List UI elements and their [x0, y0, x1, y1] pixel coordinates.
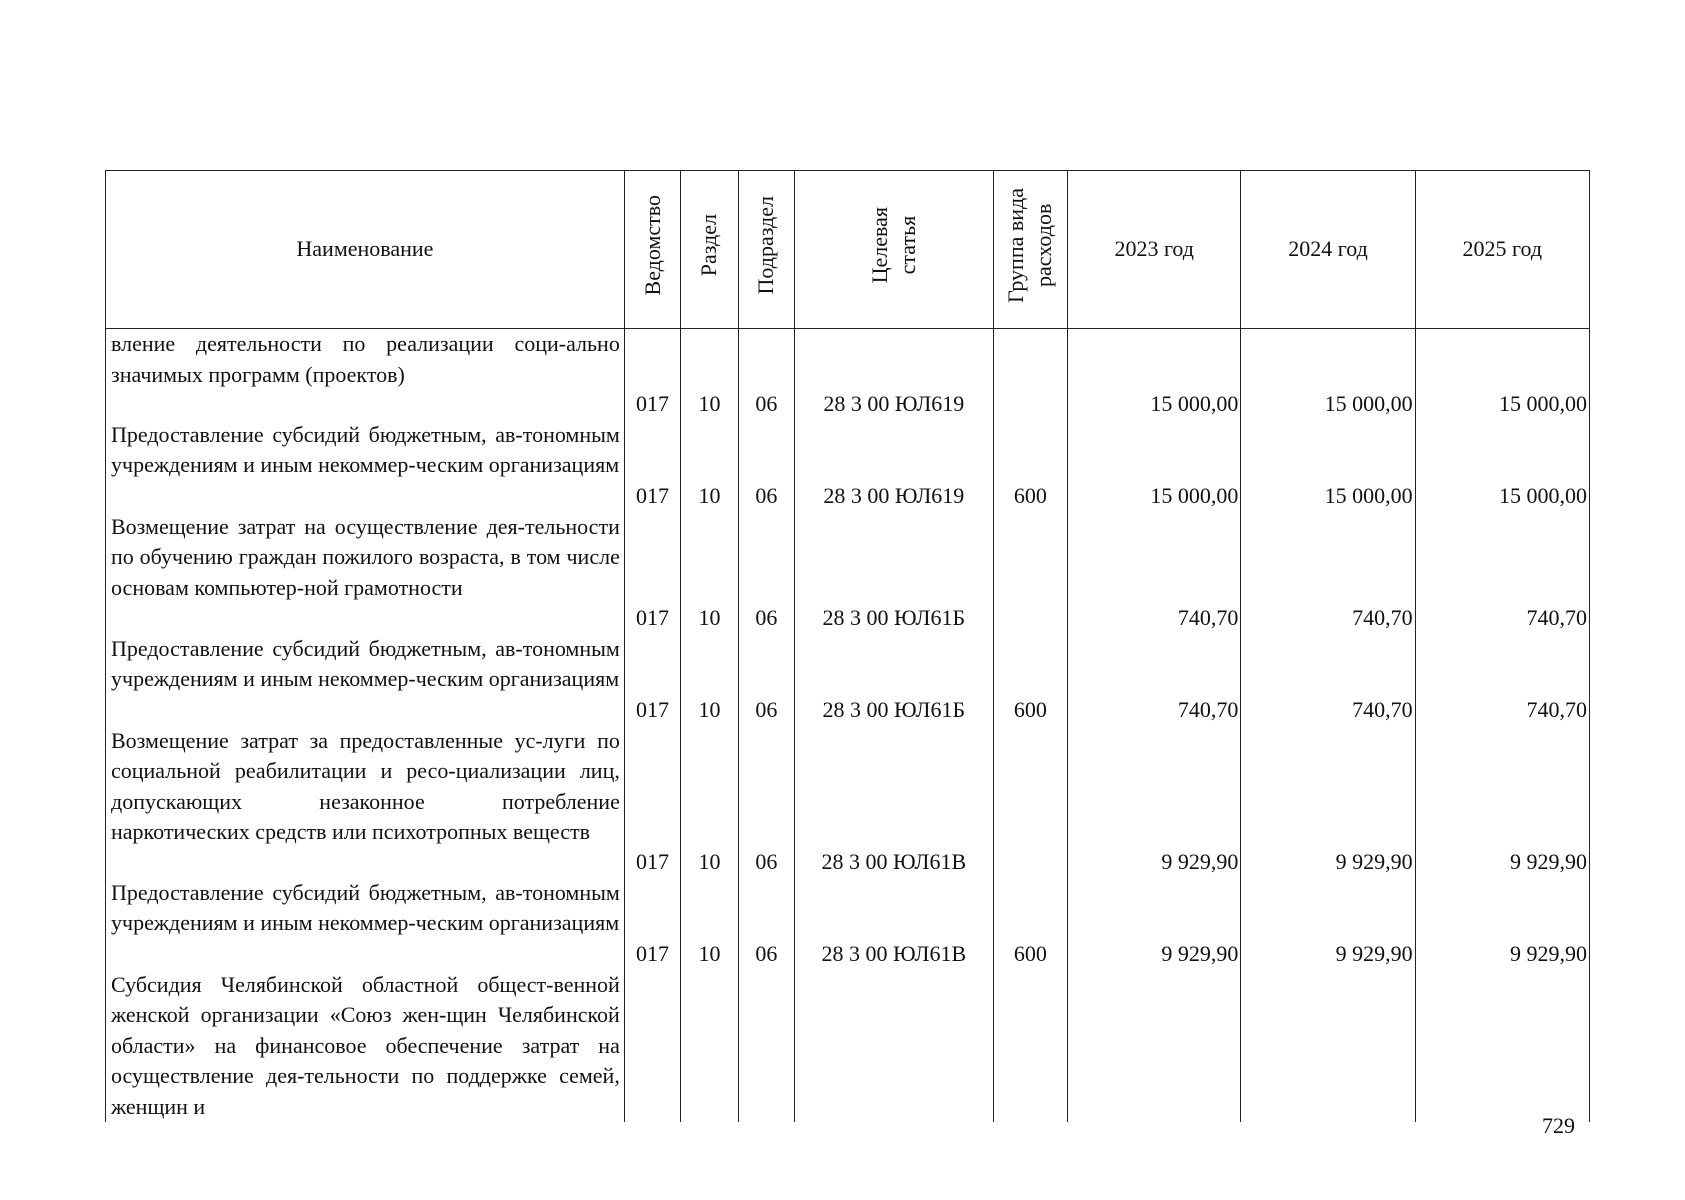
row-subsection: 06 [738, 329, 794, 420]
row-2023: 740,70 [1068, 634, 1241, 726]
row-target: 28 3 00 ЮЛ61В [795, 726, 993, 878]
row-2024 [1241, 970, 1415, 1123]
row-target [795, 970, 993, 1123]
row-department: 017 [624, 726, 680, 878]
row-2025: 15 000,00 [1415, 329, 1589, 420]
row-2025: 740,70 [1415, 512, 1589, 634]
row-subsection: 06 [738, 878, 794, 970]
row-2025 [1415, 970, 1589, 1123]
header-expense-line2: расходов [1031, 203, 1057, 287]
row-target: 28 3 00 ЮЛ61Б [795, 512, 993, 634]
row-section: 10 [681, 512, 738, 634]
row-section: 10 [681, 634, 738, 726]
row-section [681, 970, 738, 1123]
row-2023: 9 929,90 [1068, 726, 1241, 878]
header-target-line2: статья [894, 215, 920, 275]
row-target: 28 3 00 ЮЛ61В [795, 878, 993, 970]
row-2023 [1068, 970, 1241, 1123]
row-subsection: 06 [738, 420, 794, 512]
row-department: 017 [624, 512, 680, 634]
row-subsection [738, 970, 794, 1123]
header-expense-line1: Группа вида [1003, 187, 1029, 303]
row-2024: 740,70 [1241, 634, 1415, 726]
budget-table [105, 170, 1590, 1122]
row-2023: 740,70 [1068, 512, 1241, 634]
table-row [106, 512, 1590, 634]
row-department [624, 970, 680, 1123]
row-2023: 9 929,90 [1068, 878, 1241, 970]
row-2024: 9 929,90 [1241, 726, 1415, 878]
table-row [106, 878, 1590, 970]
header-target [795, 171, 993, 329]
row-section: 10 [681, 329, 738, 420]
header-section: Раздел [681, 171, 738, 329]
header-subsection: Подраздел [738, 171, 794, 329]
header-name: Наименование [106, 171, 625, 329]
row-section: 10 [681, 420, 738, 512]
row-name: Возмещение затрат за предоставленные ус-луги по социальной реабилитации и ресо-циализации лиц, допускающих незаконное потребление наркотических средств или психотропных веществ [106, 726, 625, 878]
row-expense-group: 600 [993, 878, 1068, 970]
header-target-line1: Целевая [866, 207, 892, 284]
row-expense-group [993, 970, 1068, 1123]
page-number: 729 [1542, 1113, 1575, 1138]
row-2024: 9 929,90 [1241, 878, 1415, 970]
row-section: 10 [681, 726, 738, 878]
header-department: Ведомство [624, 171, 680, 329]
row-name: вление деятельности по реализации соци-ально значимых программ (проектов) [106, 329, 625, 420]
row-2023: 15 000,00 [1068, 420, 1241, 512]
row-name: Субсидия Челябинской областной общест-венной женской организации «Союз жен-щин Челябинской области» на финансовое обеспечение затрат на осуществление дея-тельности по поддержке семей, женщин и [106, 970, 625, 1123]
row-department: 017 [624, 878, 680, 970]
header-2024: 2024 год [1241, 171, 1415, 329]
row-2024: 740,70 [1241, 512, 1415, 634]
row-2024: 15 000,00 [1241, 420, 1415, 512]
table-row [106, 329, 1590, 420]
table-row [106, 634, 1590, 726]
table-row [106, 420, 1590, 512]
row-name: Предоставление субсидий бюджетным, ав-тономным учреждениям и иным некоммер-ческим организациям [106, 634, 625, 726]
row-2025: 9 929,90 [1415, 878, 1589, 970]
table-row [106, 970, 1590, 1123]
row-subsection: 06 [738, 512, 794, 634]
row-subsection: 06 [738, 634, 794, 726]
row-subsection: 06 [738, 726, 794, 878]
row-target: 28 3 00 ЮЛ61Б [795, 634, 993, 726]
row-target: 28 3 00 ЮЛ619 [795, 420, 993, 512]
row-2024: 15 000,00 [1241, 329, 1415, 420]
row-2025: 9 929,90 [1415, 726, 1589, 878]
header-2025: 2025 год [1415, 171, 1589, 329]
row-2023: 15 000,00 [1068, 329, 1241, 420]
row-name: Предоставление субсидий бюджетным, ав-тономным учреждениям и иным некоммер-ческим организациям [106, 878, 625, 970]
row-expense-group: 600 [993, 634, 1068, 726]
row-2025: 740,70 [1415, 634, 1589, 726]
row-2025: 15 000,00 [1415, 420, 1589, 512]
row-target: 28 3 00 ЮЛ619 [795, 329, 993, 420]
row-department: 017 [624, 329, 680, 420]
row-name: Возмещение затрат на осуществление дея-тельности по обучению граждан пожилого возраста, в том числе основам компьютер-ной грамотности [106, 512, 625, 634]
header-2023: 2023 год [1068, 171, 1241, 329]
row-expense-group [993, 726, 1068, 878]
row-department: 017 [624, 420, 680, 512]
row-name: Предоставление субсидий бюджетным, ав-тономным учреждениям и иным некоммер-ческим организациям [106, 420, 625, 512]
table-row [106, 726, 1590, 878]
header-row [106, 171, 1590, 329]
row-section: 10 [681, 878, 738, 970]
row-department: 017 [624, 634, 680, 726]
row-expense-group: 600 [993, 420, 1068, 512]
row-expense-group [993, 512, 1068, 634]
row-expense-group [993, 329, 1068, 420]
header-expense-group [993, 171, 1068, 329]
